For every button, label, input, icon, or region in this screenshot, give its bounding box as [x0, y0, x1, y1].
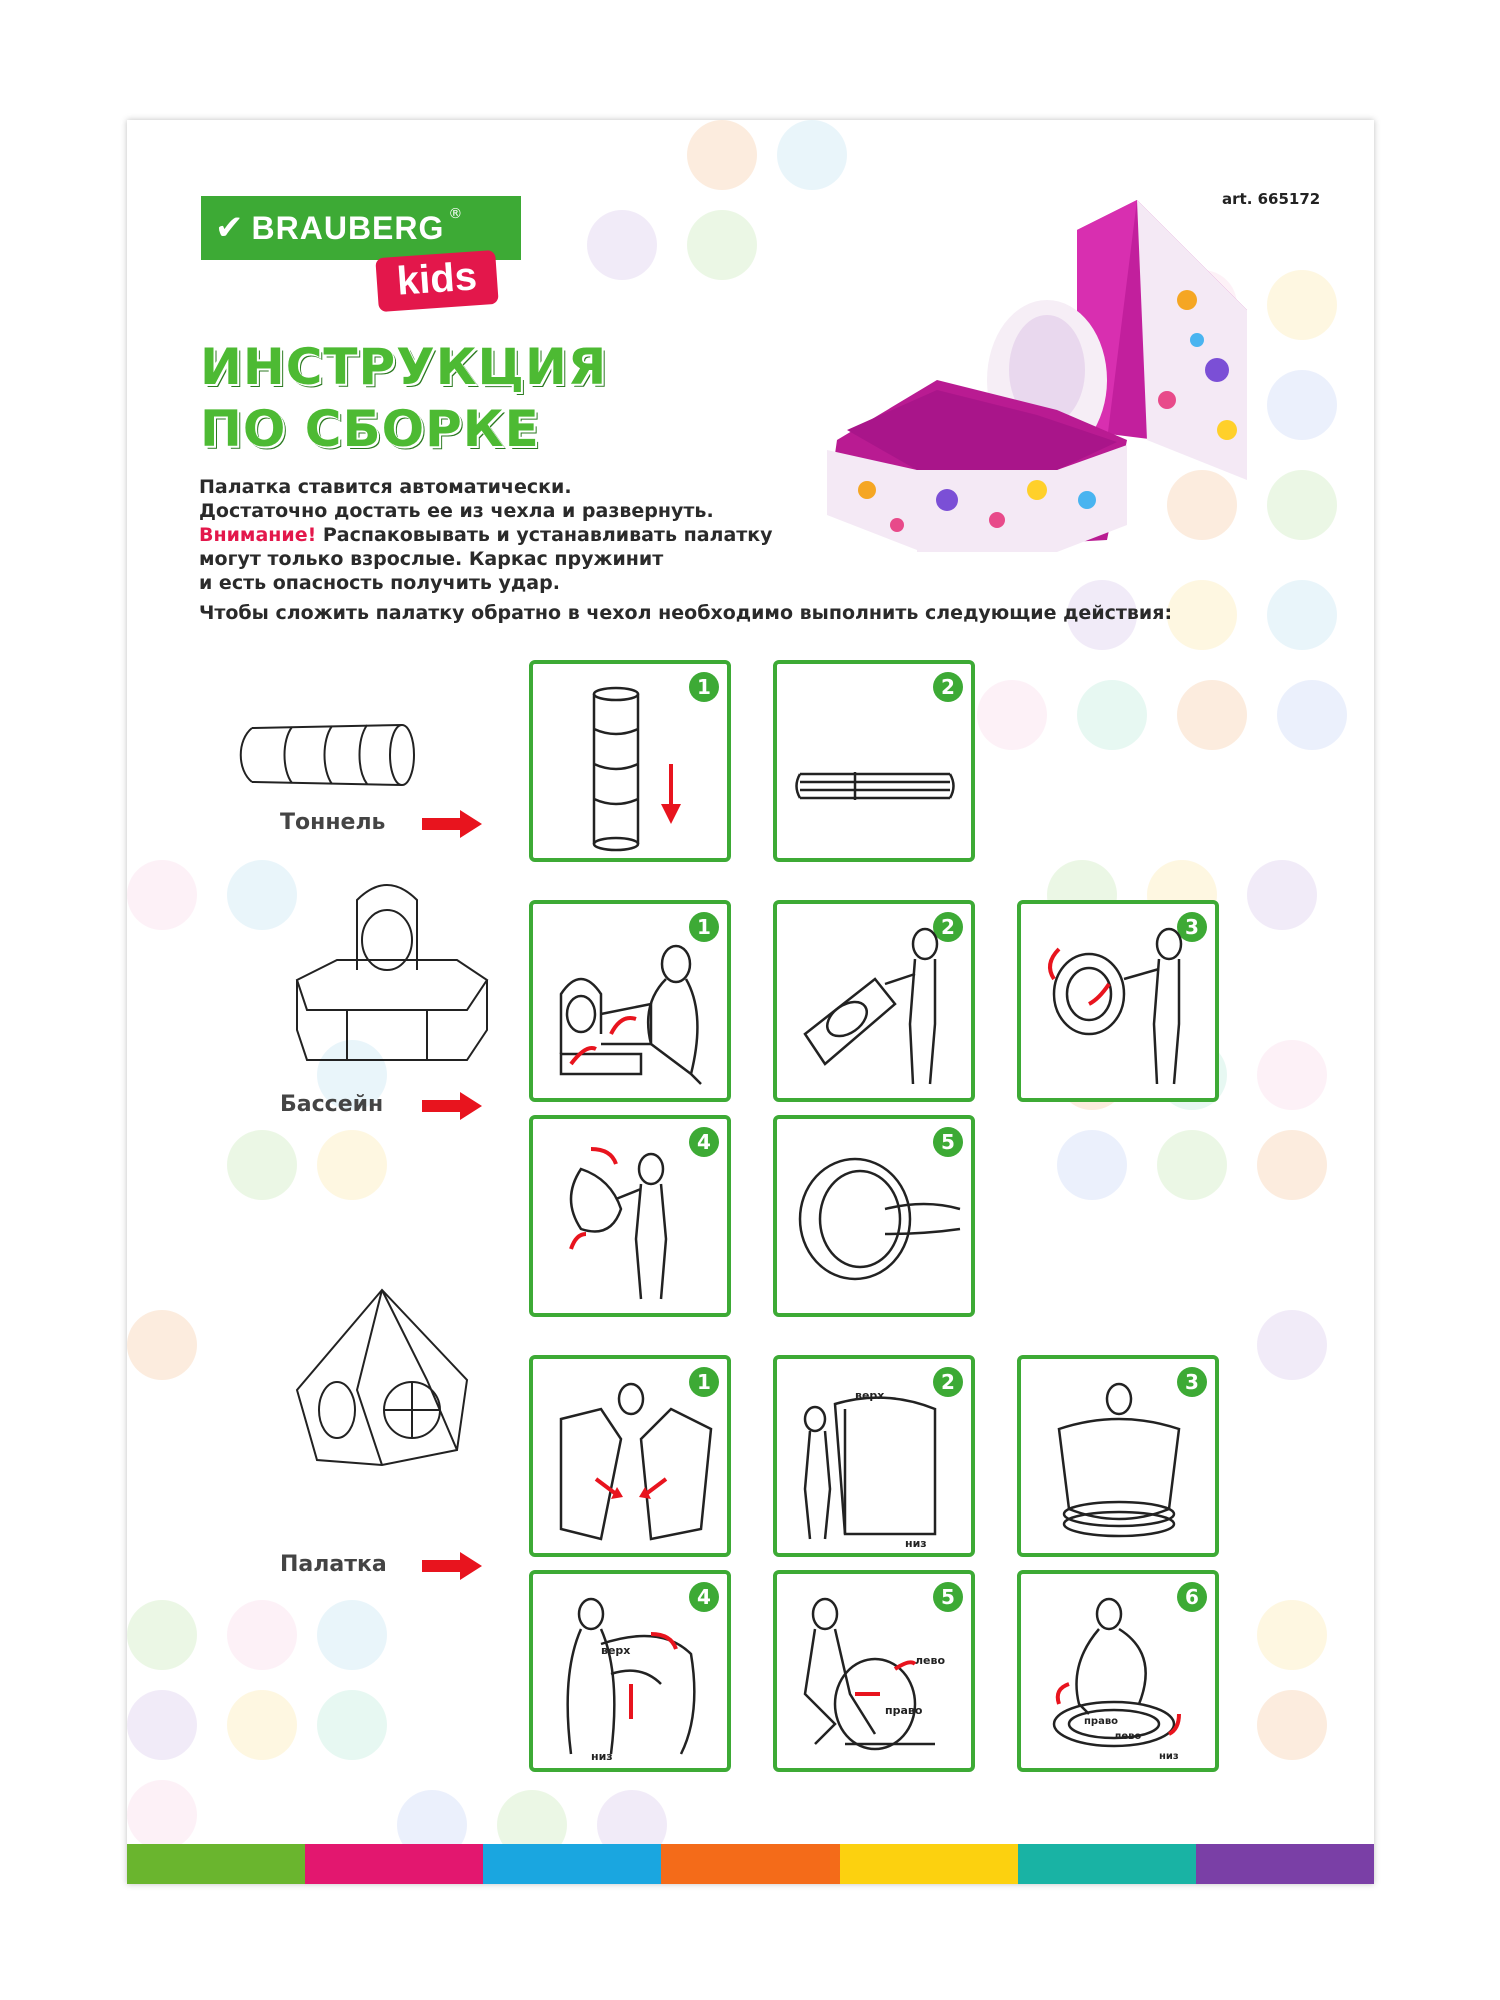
- annotation-bottom: низ: [905, 1537, 927, 1547]
- color-stripe: [840, 1844, 1018, 1884]
- color-stripe: [661, 1844, 839, 1884]
- pool-step-2-sketch: [785, 924, 963, 1092]
- tent-step-3: [1017, 1355, 1219, 1557]
- page-title: ИНСТРУКЦИЯ ПО СБОРКЕ: [200, 338, 608, 458]
- step-number: 1: [689, 672, 719, 702]
- intro-line: Палатка ставится автоматически.: [199, 476, 572, 498]
- intro-line: Достаточно достать ее из чехла и развернуть.: [199, 500, 714, 522]
- tent-step-4: [529, 1570, 731, 1772]
- tent-step-1-sketch: [541, 1379, 719, 1547]
- annotation-right: право: [1084, 1716, 1119, 1727]
- pool-step-5-sketch: [785, 1139, 963, 1307]
- step-number: 6: [1177, 1582, 1207, 1612]
- tunnel-illustration: [237, 720, 417, 790]
- tent-illustration: [287, 1280, 477, 1470]
- annotation-bottom: низ: [1159, 1751, 1179, 1762]
- right-arrow-icon: [422, 1092, 482, 1120]
- fold-tunnel-vertical-sketch: [541, 684, 719, 852]
- right-arrow-icon: [422, 1552, 482, 1580]
- tent-step-1: [529, 1355, 731, 1557]
- right-arrow-icon: [422, 810, 482, 838]
- tent-step-5: [773, 1570, 975, 1772]
- pool-step-4: [529, 1115, 731, 1317]
- tunnel-step-1: [529, 660, 731, 862]
- pool-step-2: [773, 900, 975, 1102]
- step-number: 4: [689, 1127, 719, 1157]
- tent-label: Палатка: [280, 1552, 387, 1577]
- annotation-left: лево: [1114, 1731, 1142, 1742]
- annotation-top: верх: [855, 1389, 885, 1402]
- kids-badge: kids: [375, 250, 498, 312]
- pool-step-1-sketch: [541, 924, 719, 1092]
- intro-line: Чтобы сложить палатку обратно в чехол необходимо выполнить следующие действия:: [199, 602, 1173, 624]
- step-number: 2: [933, 912, 963, 942]
- step-number: 1: [689, 1367, 719, 1397]
- step-number: 1: [689, 912, 719, 942]
- registered-mark: ®: [448, 206, 463, 222]
- warning-label: Внимание!: [199, 524, 317, 546]
- color-stripe: [483, 1844, 661, 1884]
- checkmark-icon: ✔: [215, 208, 244, 248]
- pool-step-1: [529, 900, 731, 1102]
- pool-step-3: [1017, 900, 1219, 1102]
- pool-label: Бассейн: [280, 1092, 384, 1117]
- tent-step-6-sketch: [1029, 1594, 1207, 1762]
- tent-step-2: [773, 1355, 975, 1557]
- tunnel-label: Тоннель: [280, 810, 386, 835]
- color-stripe-footer: [127, 1844, 1374, 1884]
- pool-step-5: [773, 1115, 975, 1317]
- instruction-sheet: [127, 120, 1374, 1884]
- annotation-left: лево: [915, 1654, 946, 1667]
- tent-step-5-sketch: [785, 1594, 963, 1762]
- tent-step-6: [1017, 1570, 1219, 1772]
- intro-line: и есть опасность получить удар.: [199, 572, 560, 594]
- pool-illustration: [277, 870, 497, 1065]
- warning-line: [199, 523, 1179, 547]
- folded-tunnel-sketch: [785, 684, 963, 852]
- warning-text: Распаковывать и устанавливать палатку: [316, 524, 773, 546]
- intro-line: могут только взрослые. Каркас пружинит: [199, 548, 664, 570]
- tent-step-2-sketch: [785, 1379, 963, 1547]
- step-number: 4: [689, 1582, 719, 1612]
- step-number: 5: [933, 1582, 963, 1612]
- color-stripe: [1018, 1844, 1196, 1884]
- color-stripe: [1196, 1844, 1374, 1884]
- annotation-right: право: [885, 1704, 923, 1717]
- step-number: 5: [933, 1127, 963, 1157]
- pool-step-3-sketch: [1029, 924, 1207, 1092]
- step-number: 3: [1177, 1367, 1207, 1397]
- annotation-top: верх: [601, 1644, 631, 1657]
- pool-step-4-sketch: [541, 1139, 719, 1307]
- color-stripe: [127, 1844, 305, 1884]
- tunnel-step-2: [773, 660, 975, 862]
- step-number: 3: [1177, 912, 1207, 942]
- tent-step-3-sketch: [1029, 1379, 1207, 1547]
- intro-text: [199, 475, 1179, 625]
- tent-step-4-sketch: [541, 1594, 719, 1762]
- article-number: art. 665172: [1222, 190, 1321, 208]
- annotation-bottom: низ: [591, 1750, 613, 1762]
- logo-brand-text: BRAUBERG: [251, 209, 445, 246]
- step-number: 2: [933, 1367, 963, 1397]
- color-stripe: [305, 1844, 483, 1884]
- step-number: 2: [933, 672, 963, 702]
